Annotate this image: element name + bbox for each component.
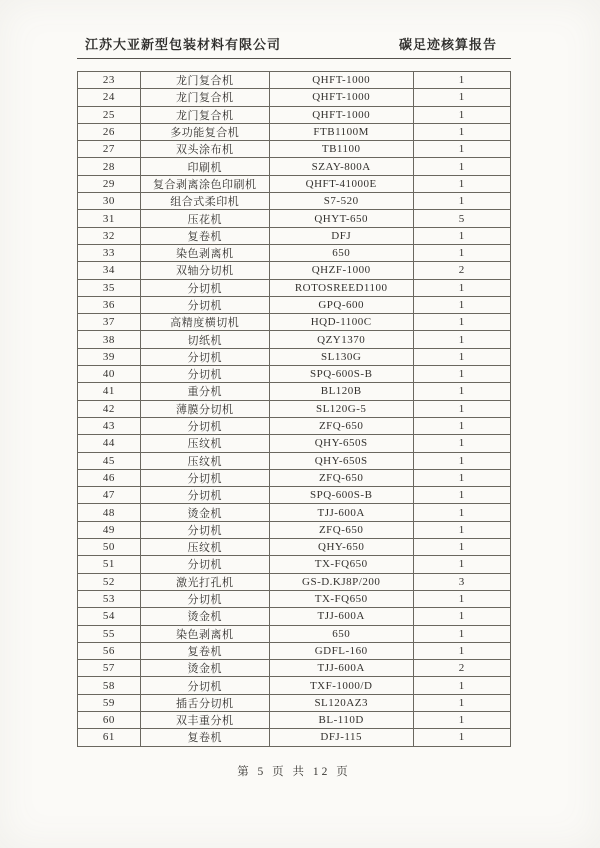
- table-row: [78, 711, 511, 728]
- table-cell: 55: [78, 625, 141, 642]
- table-cell: 激光打孔机: [140, 573, 269, 590]
- table-cell: BL120B: [269, 383, 413, 400]
- table-cell: 34: [78, 262, 141, 279]
- table-cell: ZFQ-650: [269, 469, 413, 486]
- table-row: [78, 72, 511, 89]
- table-cell: 42: [78, 400, 141, 417]
- table-cell: 烫金机: [140, 660, 269, 677]
- table-cell: 分切机: [140, 469, 269, 486]
- table-cell: 分切机: [140, 348, 269, 365]
- table-row: [78, 417, 511, 434]
- table-row: [78, 504, 511, 521]
- table-row: [78, 556, 511, 573]
- table-cell: QHY-650S: [269, 435, 413, 452]
- table-cell: GPQ-600: [269, 296, 413, 313]
- table-cell: 24: [78, 89, 141, 106]
- table-cell: 54: [78, 608, 141, 625]
- table-cell: QHFT-41000E: [269, 175, 413, 192]
- table-cell: 1: [413, 348, 510, 365]
- table-cell: GDFL-160: [269, 642, 413, 659]
- table-cell: 650: [269, 244, 413, 261]
- table-cell: QHZF-1000: [269, 262, 413, 279]
- table-row: [78, 400, 511, 417]
- table-cell: 48: [78, 504, 141, 521]
- table-cell: 1: [413, 469, 510, 486]
- table-cell: 压花机: [140, 210, 269, 227]
- table-row: [78, 642, 511, 659]
- table-cell: 烫金机: [140, 608, 269, 625]
- table-cell: 龙门复合机: [140, 89, 269, 106]
- table-row: [78, 296, 511, 313]
- table-cell: 51: [78, 556, 141, 573]
- table-cell: SPQ-600S-B: [269, 487, 413, 504]
- table-row: [78, 123, 511, 140]
- table-cell: TJJ-600A: [269, 608, 413, 625]
- table-cell: 59: [78, 694, 141, 711]
- table-cell: 2: [413, 262, 510, 279]
- table-row: [78, 348, 511, 365]
- table-cell: TJJ-600A: [269, 660, 413, 677]
- table-cell: 29: [78, 175, 141, 192]
- table-cell: 压纹机: [140, 539, 269, 556]
- table-row: [78, 175, 511, 192]
- table-cell: 47: [78, 487, 141, 504]
- equipment-table-wrap: [77, 71, 511, 747]
- table-row: [78, 314, 511, 331]
- table-row: [78, 573, 511, 590]
- table-cell: 1: [413, 175, 510, 192]
- table-cell: SL130G: [269, 348, 413, 365]
- table-cell: 33: [78, 244, 141, 261]
- table-cell: 41: [78, 383, 141, 400]
- table-cell: 58: [78, 677, 141, 694]
- table-cell: 43: [78, 417, 141, 434]
- table-cell: QHFT-1000: [269, 106, 413, 123]
- table-cell: 1: [413, 123, 510, 140]
- table-cell: 1: [413, 193, 510, 210]
- table-cell: 分切机: [140, 677, 269, 694]
- table-cell: 分切机: [140, 590, 269, 607]
- table-cell: 61: [78, 729, 141, 746]
- table-row: [78, 279, 511, 296]
- table-cell: 3: [413, 573, 510, 590]
- table-cell: 53: [78, 590, 141, 607]
- table-cell: 1: [413, 417, 510, 434]
- table-cell: 龙门复合机: [140, 106, 269, 123]
- table-cell: 1: [413, 608, 510, 625]
- table-row: [78, 677, 511, 694]
- table-cell: 分切机: [140, 521, 269, 538]
- table-cell: ZFQ-650: [269, 521, 413, 538]
- table-cell: TX-FQ650: [269, 556, 413, 573]
- table-cell: 分切机: [140, 366, 269, 383]
- table-cell: 60: [78, 711, 141, 728]
- table-cell: 5: [413, 210, 510, 227]
- table-row: [78, 729, 511, 746]
- table-cell: 分切机: [140, 487, 269, 504]
- table-cell: TX-FQ650: [269, 590, 413, 607]
- table-cell: 薄膜分切机: [140, 400, 269, 417]
- table-cell: 切纸机: [140, 331, 269, 348]
- table-row: [78, 694, 511, 711]
- report-title: 碳足迹核算报告: [398, 37, 497, 52]
- table-row: [78, 89, 511, 106]
- page-header: [77, 34, 511, 59]
- table-cell: 650: [269, 625, 413, 642]
- table-cell: 38: [78, 331, 141, 348]
- table-row: [78, 210, 511, 227]
- table-cell: 复卷机: [140, 642, 269, 659]
- table-row: [78, 141, 511, 158]
- table-cell: 1: [413, 677, 510, 694]
- table-cell: 1: [413, 556, 510, 573]
- table-cell: 多功能复合机: [140, 123, 269, 140]
- table-cell: 插舌分切机: [140, 694, 269, 711]
- page-content: [77, 34, 511, 779]
- table-cell: 1: [413, 106, 510, 123]
- table-cell: 40: [78, 366, 141, 383]
- table-cell: 复卷机: [140, 729, 269, 746]
- table-cell: 52: [78, 573, 141, 590]
- equipment-table: [77, 71, 511, 747]
- table-cell: 31: [78, 210, 141, 227]
- table-cell: TB1100: [269, 141, 413, 158]
- table-cell: QZY1370: [269, 331, 413, 348]
- table-cell: 压纹机: [140, 452, 269, 469]
- table-cell: 1: [413, 314, 510, 331]
- table-cell: 1: [413, 711, 510, 728]
- table-cell: 1: [413, 400, 510, 417]
- table-cell: 45: [78, 452, 141, 469]
- table-row: [78, 106, 511, 123]
- table-cell: 复合剥离涂色印刷机: [140, 175, 269, 192]
- table-row: [78, 262, 511, 279]
- table-row: [78, 158, 511, 175]
- table-cell: 1: [413, 227, 510, 244]
- table-cell: QHFT-1000: [269, 89, 413, 106]
- table-cell: 1: [413, 452, 510, 469]
- table-row: [78, 660, 511, 677]
- table-row: [78, 366, 511, 383]
- table-row: [78, 452, 511, 469]
- table-cell: 1: [413, 487, 510, 504]
- table-cell: 1: [413, 625, 510, 642]
- table-cell: 1: [413, 72, 510, 89]
- table-cell: QHY-650: [269, 539, 413, 556]
- table-cell: 复卷机: [140, 227, 269, 244]
- table-row: [78, 331, 511, 348]
- table-row: [78, 487, 511, 504]
- table-cell: 分切机: [140, 296, 269, 313]
- table-cell: 28: [78, 158, 141, 175]
- table-cell: 37: [78, 314, 141, 331]
- table-cell: 1: [413, 89, 510, 106]
- table-cell: 44: [78, 435, 141, 452]
- table-cell: 1: [413, 694, 510, 711]
- table-cell: 1: [413, 331, 510, 348]
- table-cell: 1: [413, 383, 510, 400]
- table-cell: FTB1100M: [269, 123, 413, 140]
- table-cell: 1: [413, 366, 510, 383]
- table-cell: SPQ-600S-B: [269, 366, 413, 383]
- table-cell: 1: [413, 279, 510, 296]
- table-cell: DFJ: [269, 227, 413, 244]
- table-cell: 高精度横切机: [140, 314, 269, 331]
- table-cell: 49: [78, 521, 141, 538]
- table-cell: 35: [78, 279, 141, 296]
- table-row: [78, 193, 511, 210]
- table-cell: 压纹机: [140, 435, 269, 452]
- table-cell: 双头涂布机: [140, 141, 269, 158]
- table-cell: TJJ-600A: [269, 504, 413, 521]
- equipment-table-body: [78, 72, 511, 747]
- table-cell: QHFT-1000: [269, 72, 413, 89]
- table-cell: 1: [413, 244, 510, 261]
- table-row: [78, 608, 511, 625]
- table-cell: 双丰重分机: [140, 711, 269, 728]
- table-cell: 分切机: [140, 279, 269, 296]
- table-row: [78, 435, 511, 452]
- table-cell: S7-520: [269, 193, 413, 210]
- table-cell: GS-D.KJ8P/200: [269, 573, 413, 590]
- table-cell: 46: [78, 469, 141, 486]
- company-name: 江苏大亚新型包装材料有限公司: [85, 37, 282, 52]
- table-row: [78, 539, 511, 556]
- table-cell: 39: [78, 348, 141, 365]
- table-cell: 1: [413, 141, 510, 158]
- table-row: [78, 383, 511, 400]
- table-cell: 染色剥离机: [140, 244, 269, 261]
- table-row: [78, 227, 511, 244]
- table-cell: 1: [413, 539, 510, 556]
- table-row: [78, 590, 511, 607]
- table-cell: 26: [78, 123, 141, 140]
- table-row: [78, 469, 511, 486]
- table-cell: QHYT-650: [269, 210, 413, 227]
- table-cell: 50: [78, 539, 141, 556]
- table-cell: ROTOSREED1100: [269, 279, 413, 296]
- table-cell: ZFQ-650: [269, 417, 413, 434]
- table-cell: 染色剥离机: [140, 625, 269, 642]
- table-row: [78, 521, 511, 538]
- table-cell: SL120AZ3: [269, 694, 413, 711]
- table-cell: 1: [413, 158, 510, 175]
- table-cell: 36: [78, 296, 141, 313]
- table-cell: 27: [78, 141, 141, 158]
- table-cell: DFJ-115: [269, 729, 413, 746]
- table-cell: 1: [413, 504, 510, 521]
- table-cell: 双轴分切机: [140, 262, 269, 279]
- table-cell: 分切机: [140, 417, 269, 434]
- table-cell: 2: [413, 660, 510, 677]
- table-row: [78, 625, 511, 642]
- table-cell: 25: [78, 106, 141, 123]
- table-cell: 烫金机: [140, 504, 269, 521]
- table-cell: 组合式柔印机: [140, 193, 269, 210]
- table-cell: 1: [413, 590, 510, 607]
- table-cell: 分切机: [140, 556, 269, 573]
- table-cell: 56: [78, 642, 141, 659]
- table-cell: 23: [78, 72, 141, 89]
- table-cell: 1: [413, 729, 510, 746]
- table-cell: 1: [413, 521, 510, 538]
- table-cell: 龙门复合机: [140, 72, 269, 89]
- table-cell: BL-110D: [269, 711, 413, 728]
- table-cell: 1: [413, 435, 510, 452]
- table-cell: 32: [78, 227, 141, 244]
- table-row: [78, 244, 511, 261]
- table-cell: HQD-1100C: [269, 314, 413, 331]
- table-cell: 30: [78, 193, 141, 210]
- table-cell: 57: [78, 660, 141, 677]
- table-cell: SZAY-800A: [269, 158, 413, 175]
- table-cell: SL120G-5: [269, 400, 413, 417]
- table-cell: 1: [413, 642, 510, 659]
- table-cell: TXF-1000/D: [269, 677, 413, 694]
- table-cell: 印刷机: [140, 158, 269, 175]
- table-cell: QHY-650S: [269, 452, 413, 469]
- page-number-footer: 第 5 页 共 12 页: [237, 765, 351, 778]
- table-cell: 重分机: [140, 383, 269, 400]
- table-cell: 1: [413, 296, 510, 313]
